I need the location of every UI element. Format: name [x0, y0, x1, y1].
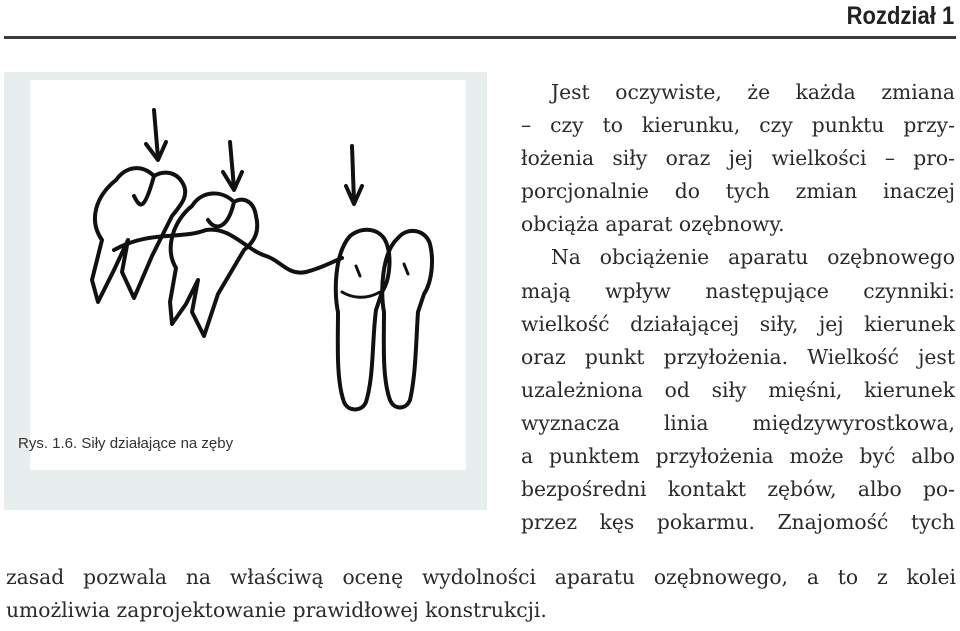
text-line: wyznacza linia międzywyrostkowa,: [521, 410, 955, 435]
chapter-heading: Rozdział 1: [846, 2, 954, 30]
text-line: bezpośredni kontakt zębów, albo po-: [521, 477, 955, 502]
figure-caption: Rys. 1.6. Siły działające na zęby: [18, 435, 234, 452]
force-arrow-icon: [223, 142, 242, 190]
text-line: Na obciążenie aparatu ozębnowego: [551, 245, 955, 270]
force-arrow-icon: [346, 146, 362, 204]
figure-panel: [4, 72, 487, 510]
upright-tooth-left: [336, 230, 390, 410]
force-arrow-icon: [146, 110, 166, 160]
text-line: wielkość działającej siły, jej kierunek: [521, 311, 955, 336]
body-text-right-column: [521, 76, 955, 539]
text-line: zasad pozwala na właściwą ocenę wydolności aparatu ozębnowego, a to z kolei: [6, 565, 956, 589]
text-line: porcjonalnie do tych zmian inaczej: [521, 179, 955, 204]
tilted-molar-center: [170, 193, 257, 336]
text-line: oraz punkt przyłożenia. Wielkość jest: [521, 344, 955, 369]
text-line: uzależniona od siły mięśni, kierunek: [521, 377, 955, 402]
text-line: Jest oczywiste, że każda zmiana: [551, 80, 955, 104]
teeth-force-drawing: [30, 80, 466, 470]
text-line: łożenia siły oraz jej wielkości – pro-: [521, 146, 955, 171]
text-line: umożliwia zaprojektowanie prawidłowej konstrukcji.: [6, 598, 547, 623]
body-text-full-width: [6, 561, 956, 627]
header-rule: [4, 36, 956, 39]
text-line: a punktem przyłożenia może być albo: [521, 444, 955, 469]
text-line: mają wpływ następujące czynniki:: [521, 278, 955, 303]
text-line: obciąża aparat ozębnowy.: [521, 212, 785, 237]
text-line: – czy to kierunku, czy punktu przy-: [521, 113, 955, 138]
text-line: przez kęs pokarmu. Znajomość tych: [521, 510, 955, 535]
